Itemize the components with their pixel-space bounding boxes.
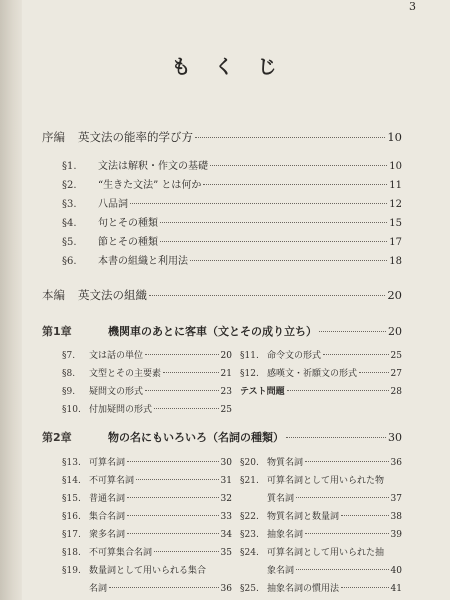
section-entry	[62, 564, 232, 578]
section-entry	[62, 179, 402, 193]
leader-dots	[323, 354, 389, 355]
part-number: 本編	[42, 288, 65, 302]
section-entry	[240, 474, 402, 488]
page-number: 3	[409, 0, 416, 13]
leader-dots	[127, 515, 219, 516]
page-ref: 28	[390, 387, 402, 397]
section-number: §19.	[62, 566, 81, 576]
section-number: §5.	[62, 237, 77, 248]
page-ref: 40	[390, 566, 402, 576]
page-ref: 33	[220, 512, 232, 522]
section-label: テスト問題	[240, 387, 285, 397]
section-entry	[62, 492, 232, 506]
page-ref: 23	[220, 387, 232, 397]
section-label: 質名詞	[267, 494, 295, 504]
leader-dots	[154, 551, 219, 552]
leader-dots	[296, 497, 389, 498]
page-ref: 30	[220, 458, 232, 468]
section-label: 文は話の単位	[89, 351, 144, 361]
section-label: 本書の組織と利用法	[98, 256, 188, 267]
section-label: 物質名詞	[267, 458, 304, 468]
leader-dots	[341, 587, 389, 588]
page-ref: 27	[390, 369, 402, 379]
section-entry	[62, 367, 232, 381]
chapter-entry	[42, 325, 402, 339]
section-number: §21.	[240, 476, 259, 486]
section-label: 普通名詞	[89, 494, 126, 504]
section-number: §4.	[62, 218, 77, 229]
leader-dots	[319, 331, 386, 332]
test-entry	[240, 385, 402, 399]
section-entry	[62, 510, 232, 524]
leader-dots	[160, 222, 387, 223]
section-label: “生きた文法” とは何か	[98, 180, 202, 191]
section-label: 句とその種類	[98, 218, 158, 229]
page-ref: 20	[388, 325, 402, 338]
chapter-number: 第1章	[42, 325, 72, 338]
leader-dots	[145, 354, 219, 355]
section-number: §2.	[62, 180, 77, 191]
leader-dots	[359, 372, 389, 373]
section-number: §18.	[62, 548, 81, 558]
page-ref: 21	[220, 369, 232, 379]
section-label: 文法は解釈・作文の基礎	[98, 161, 208, 172]
section-label: 付加疑問の形式	[89, 405, 153, 415]
leader-dots	[305, 461, 389, 462]
section-entry	[62, 403, 232, 417]
leader-dots	[210, 165, 387, 166]
leader-dots	[190, 260, 387, 261]
section-entry	[62, 217, 402, 231]
section-number: §23.	[240, 530, 259, 540]
leader-dots	[130, 203, 387, 204]
section-entry	[62, 385, 232, 399]
page-ref: 15	[389, 218, 402, 229]
toc-page	[22, 0, 450, 600]
section-number: §14.	[62, 476, 81, 486]
section-entry	[240, 349, 402, 363]
page-ref: 32	[220, 494, 232, 504]
page-ref: 34	[220, 530, 232, 540]
section-number: §15.	[62, 494, 81, 504]
section-label: 不可算名詞	[89, 476, 135, 486]
page-ref: 12	[389, 199, 402, 210]
leader-dots	[136, 479, 219, 480]
chapter-label: 物の名にもいろいろ（名詞の種類）	[108, 431, 284, 444]
part-number: 序編	[42, 130, 65, 144]
section-entry-continued	[62, 582, 232, 596]
section-label: 節とその種類	[98, 237, 158, 248]
section-entry	[240, 546, 402, 560]
leader-dots	[154, 408, 219, 409]
leader-dots	[341, 515, 389, 516]
section-entry	[240, 528, 402, 542]
section-label: 可算名詞として用いられた抽	[267, 548, 385, 558]
section-number: §7.	[62, 351, 76, 361]
page-ref: 36	[390, 458, 402, 468]
section-label: 可算名詞として用いられた物	[267, 476, 385, 486]
section-label: 集合名詞	[89, 512, 126, 522]
page-ref: 37	[390, 494, 402, 504]
section-number: §13.	[62, 458, 81, 468]
section-label: 名詞	[89, 584, 108, 594]
section-entry	[62, 349, 232, 363]
section-number: §24.	[240, 548, 259, 558]
leader-dots	[287, 390, 389, 391]
section-entry	[240, 582, 402, 596]
leader-dots	[296, 569, 389, 570]
section-entry	[240, 510, 402, 524]
part-entry	[42, 130, 402, 144]
section-label: 抽象名詞	[267, 530, 304, 540]
page-ref: 30	[388, 431, 402, 444]
page-ref: 41	[390, 584, 402, 594]
section-number: §10.	[62, 405, 81, 415]
section-number: §8.	[62, 369, 76, 379]
section-entry	[62, 160, 402, 174]
page-ref: 11	[389, 180, 402, 191]
leader-dots	[195, 137, 385, 138]
section-entry-continued	[240, 564, 402, 578]
page-ref: 20	[220, 351, 232, 361]
section-number: §1.	[62, 161, 77, 172]
part-label: 英文法の能率的学び方	[78, 130, 193, 144]
section-label: 可算名詞	[89, 458, 126, 468]
section-label: 八品詞	[98, 199, 128, 210]
leader-dots	[127, 533, 219, 534]
page-ref: 25	[220, 405, 232, 415]
section-label: 命令文の形式	[267, 351, 322, 361]
page-ref: 35	[220, 548, 232, 558]
page-ref: 36	[220, 584, 232, 594]
section-entry	[240, 456, 402, 470]
page-ref: 10	[389, 161, 402, 172]
page-ref: 10	[387, 130, 402, 144]
page-ref: 39	[390, 530, 402, 540]
section-entry	[62, 456, 232, 470]
section-label: 感嘆文・祈願文の形式	[267, 369, 358, 379]
page-ref: 38	[390, 512, 402, 522]
section-label: 衆多名詞	[89, 530, 126, 540]
section-number: §3.	[62, 199, 77, 210]
section-number: §25.	[240, 584, 259, 594]
section-label: 物質名詞と数量詞	[267, 512, 340, 522]
section-entry	[62, 528, 232, 542]
section-entry-continued	[240, 492, 402, 506]
section-entry	[62, 546, 232, 560]
page-ref: 18	[389, 256, 402, 267]
section-number: §16.	[62, 512, 81, 522]
leader-dots	[127, 461, 219, 462]
leader-dots	[163, 372, 219, 373]
section-number: §22.	[240, 512, 259, 522]
section-number: §9.	[62, 387, 76, 397]
leader-dots	[160, 241, 387, 242]
page-ref: 31	[220, 476, 232, 486]
section-number: §6.	[62, 256, 77, 267]
section-number: §17.	[62, 530, 81, 540]
section-label: 疑問文の形式	[89, 387, 144, 397]
section-entry	[62, 474, 232, 488]
section-label: 数量詞として用いられる集合	[89, 566, 207, 576]
leader-dots	[286, 437, 386, 438]
leader-dots	[149, 295, 385, 296]
section-entry	[62, 255, 402, 269]
section-entry	[240, 367, 402, 381]
section-number: §20.	[240, 458, 259, 468]
page-title: もくじ	[171, 56, 301, 78]
section-entry	[62, 198, 402, 212]
chapter-entry	[42, 431, 402, 445]
section-label: 不可算集合名詞	[89, 548, 153, 558]
section-number: §11.	[240, 351, 259, 361]
leader-dots	[203, 184, 387, 185]
section-number: §12.	[240, 369, 259, 379]
leader-dots	[145, 390, 219, 391]
section-label: 象名詞	[267, 566, 295, 576]
leader-dots	[305, 533, 389, 534]
section-entry	[62, 236, 402, 250]
page-ref: 17	[389, 237, 402, 248]
leader-dots	[127, 497, 219, 498]
part-label: 英文法の組織	[78, 288, 147, 302]
page-ref: 25	[390, 351, 402, 361]
part-entry	[42, 288, 402, 302]
chapter-number: 第2章	[42, 431, 72, 444]
chapter-label: 機関車のあとに客車（文とその成り立ち）	[108, 325, 317, 338]
page-ref: 20	[387, 288, 402, 302]
book-gutter	[0, 0, 22, 600]
section-label: 文型とその主要素	[89, 369, 162, 379]
section-label: 抽象名詞の慣用法	[267, 584, 340, 594]
leader-dots	[109, 587, 219, 588]
